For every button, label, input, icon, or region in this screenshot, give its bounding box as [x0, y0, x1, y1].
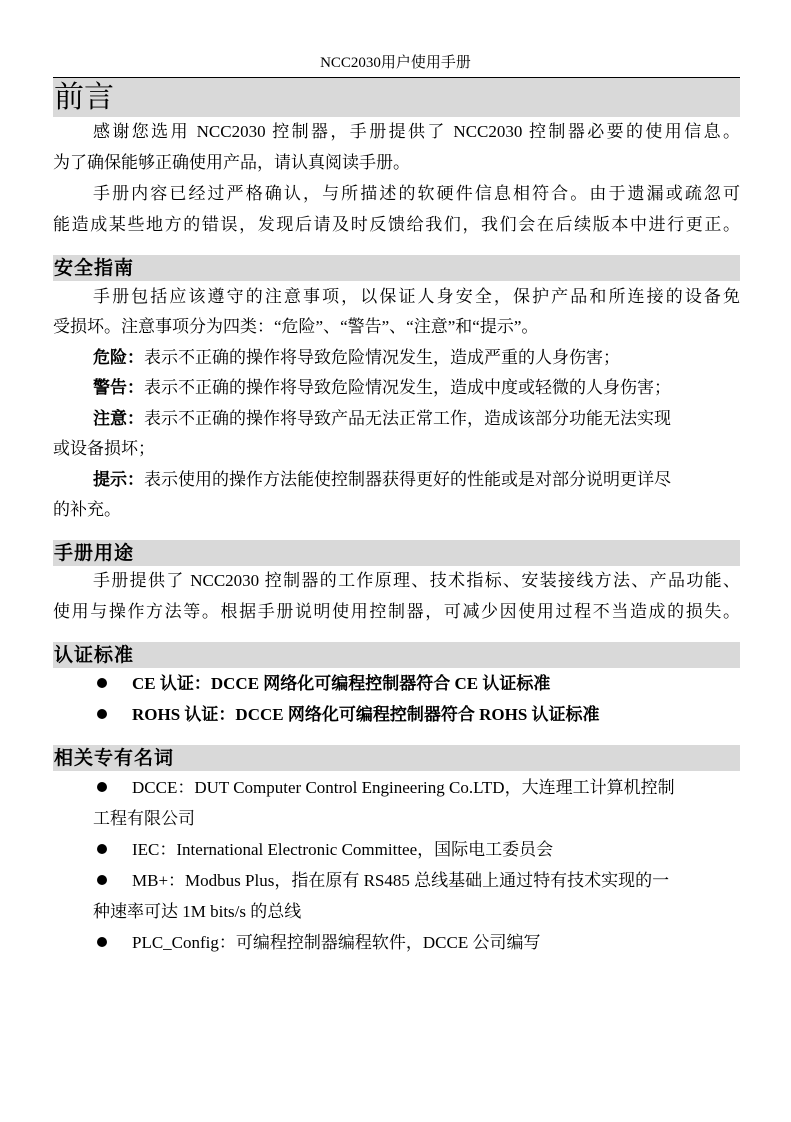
page-header: NCC2030用户使用手册 [320, 55, 471, 71]
heading-text: 认证标准 [54, 644, 135, 666]
section-heading-safety [53, 255, 740, 281]
item-text: 表示不正确的操作将导致危险情况发生，造成中度或轻微的人身伤害； [144, 378, 671, 397]
safety-item-caution [93, 403, 740, 434]
bullet-icon [97, 709, 107, 719]
paragraph-line: 感谢您选用 NCC2030 控制器，手册提供了 NCC2030 控制器必要的使用信息。 [93, 122, 740, 141]
section-heading-cert [53, 642, 740, 668]
heading-text: 安全指南 [54, 257, 135, 279]
item-text: 表示不正确的操作将导致产品无法正常工作，造成该部分功能无法实现 [144, 409, 671, 428]
paragraph-line: 能造成某些地方的错误，发现后请及时反馈给我们，我们会在后续版本中进行更正。 [53, 215, 740, 234]
bullet-icon [97, 937, 107, 947]
paragraph-line: 受损坏。注意事项分为四类：“危险”、“警告”、“注意”和“提示”。 [53, 317, 539, 336]
term-item: MB+：Modbus Plus，指在原有 RS485 总线基础上通过特有技术实现的一 [132, 871, 670, 890]
paragraph-line: 手册提供了 NCC2030 控制器的工作原理、技术指标、安装接线方法、产品功能、 [93, 571, 740, 590]
bullet-icon [97, 678, 107, 688]
safety-item-tip [93, 464, 740, 495]
term-item: DCCE：DUT Computer Control Engineering Co.LTD，大连理工计算机控制 [132, 778, 675, 797]
safety-item-caution-cont: 或设备损坏； [53, 439, 155, 458]
paragraph-line: 手册内容已经过严格确认，与所描述的软硬件信息相符合。由于遗漏或疏忽可 [93, 184, 740, 203]
cert-item: ROHS 认证：DCCE 网络化可编程控制器符合 ROHS 认证标准 [132, 705, 600, 724]
safety-item-danger [93, 342, 740, 373]
term-item-cont: 种速率可达 1M bits/s 的总线 [93, 902, 302, 921]
item-label: 危险： [93, 348, 144, 367]
bullet-icon [97, 782, 107, 792]
paragraph-line: 使用与操作方法等。根据手册说明使用控制器，可减少因使用过程不当造成的损失。 [53, 602, 740, 621]
heading-text: 前言 [54, 80, 114, 115]
item-text: 表示使用的操作方法能使控制器获得更好的性能或是对部分说明更详尽 [144, 470, 671, 489]
paragraph-line: 手册包括应该遵守的注意事项，以保证人身安全，保护产品和所连接的设备免 [93, 287, 740, 306]
item-label: 警告： [93, 378, 144, 397]
safety-item-warning [93, 372, 740, 403]
item-label: 提示： [93, 470, 144, 489]
term-item-cont: 工程有限公司 [93, 809, 195, 828]
section-heading-terms [53, 745, 740, 771]
paragraph-line: 为了确保能够正确使用产品，请认真阅读手册。 [53, 153, 410, 172]
term-item: IEC：International Electronic Committee，国际电工委员会 [132, 840, 554, 859]
cert-item: CE 认证：DCCE 网络化可编程控制器符合 CE 认证标准 [132, 674, 551, 693]
item-label: 注意： [93, 409, 144, 428]
section-heading-preface [53, 78, 740, 117]
term-item: PLC_Config：可编程控制器编程软件，DCCE 公司编写 [132, 933, 541, 952]
section-heading-usage [53, 540, 740, 566]
safety-item-tip-cont: 的补充。 [53, 500, 121, 519]
bullet-icon [97, 875, 107, 885]
heading-text: 相关专有名词 [54, 747, 175, 769]
bullet-icon [97, 844, 107, 854]
item-text: 表示不正确的操作将导致危险情况发生，造成严重的人身伤害； [144, 348, 620, 367]
heading-text: 手册用途 [54, 542, 135, 564]
